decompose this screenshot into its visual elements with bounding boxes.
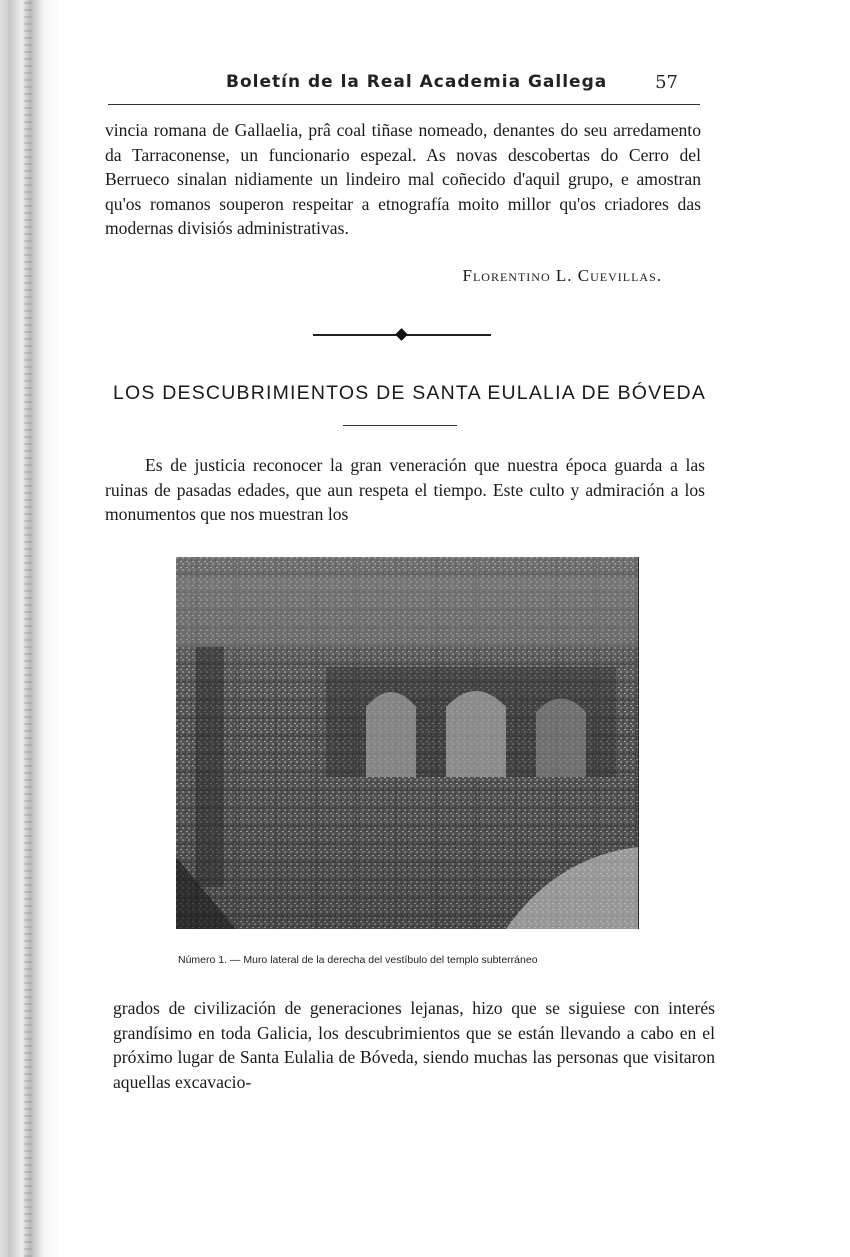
section-divider [313, 328, 491, 342]
section-title: LOS DESCUBRIMIENTOS DE SANTA EULALIA DE BÓVEDA [113, 382, 707, 404]
title-underline [343, 425, 457, 426]
figure-caption: Número 1. — Muro lateral de la derecha del vestíbulo del templo subterráneo [178, 954, 538, 966]
page-number: 57 [655, 72, 678, 93]
page-gutter-shadow [0, 0, 60, 1257]
author-signature: Florentino L. Cuevillas. [462, 266, 662, 285]
page-header [108, 66, 700, 105]
divider-ornament-icon [395, 328, 408, 341]
running-title: Boletín de la Real Academia Gallega [226, 72, 608, 92]
continued-paragraph: grados de civilización de generaciones lejanas, hizo que se siguiese con interés grandísimo en toda Galicia, los descubrimientos que se están llevando a cabo en el próximo lugar de Santa Eulalia de Bóveda, siendo muchas las personas que visitaron aquellas excavacio- [113, 998, 715, 1092]
stone-wall-photo-icon [176, 557, 638, 929]
figure-photograph [176, 557, 639, 929]
previous-article-ending: vincia romana de Gallaelia, prâ coal tiñase nomeado, denantes do seu arredamento da Tarraconense, un funcionario espezal. As novas descobertas do Cerro del Berrueco sinalan nidiamente un lindeiro mal coñecido d'aquil grupo, e amostran qu'os romanos souperon respeitar a etnografía moito millor qu'os criadores das modernas divisiós administrativas. [105, 120, 701, 238]
intro-paragraph: Es de justicia reconocer la gran veneración que nuestra época guarda a las ruinas de pasadas edades, que aun respeta el tiempo. Este culto y admiración a los monumentos que nos muestran los [105, 455, 705, 524]
